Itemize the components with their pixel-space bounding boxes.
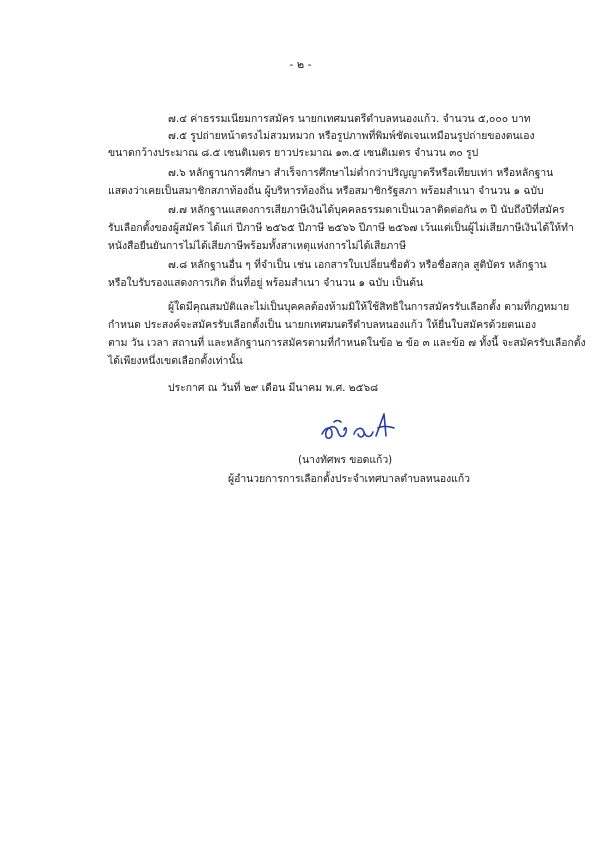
signature-mark <box>318 404 398 452</box>
item-7-8-line-1: ๗.๘ หลักฐานอื่น ๆ ที่จำเป็น เช่น เอกสารใบเปลี่ยนชื่อตัว หรือชื่อสกุล สูติบัตร หลักฐาน <box>168 259 547 271</box>
item-7-5-line-2: ขนาดกว้างประมาณ ๘.๕ เซนติเมตร ยาวประมาณ ๑๓.๕ เซนติเมตร จำนวน ๓๐ รูป <box>108 147 479 159</box>
item-7-8-line-2: หรือใบรับรองแสดงการเกิด ถิ่นที่อยู่ พร้อมสำเนา จำนวน ๑ ฉบับ เป็นต้น <box>108 277 424 289</box>
closing-line-2: กำหนด ประสงค์จะสมัครรับเลือกตั้งเป็น นายกเทศมนตรีตำบลหนองแก้ว ให้ยื่นใบสมัครด้วยตนเอง <box>108 319 537 331</box>
item-7-6-line-1: ๗.๖ หลักฐานการศึกษา สำเร็จการศึกษาไม่ต่ำกว่าปริญญาตรีหรือเทียบเท่า หรือหลักฐาน <box>168 167 554 179</box>
item-7-6-line-2: แสดงว่าเคยเป็นสมาชิกสภาท้องถิ่น ผู้บริหารท้องถิ่น หรือสมาชิกรัฐสภา พร้อมสำเนา จำนวน ๑ ฉบับ <box>108 185 544 197</box>
item-7-4-line-1: ๗.๔ ค่าธรรมเนียมการสมัคร นายกเทศมนตรีตำบลหนองแก้ว. จำนวน ๕,๐๐๐ บาท <box>168 113 531 125</box>
item-7-7-line-1: ๗.๗ หลักฐานแสดงการเสียภาษีเงินได้บุคคลธรรมดาเป็นเวลาติดต่อกัน ๓ ปี นับถึงปีที่สมัคร <box>168 204 565 216</box>
announcement-date: ประกาศ ณ วันที่ ๒๙ เดือน มีนาคม พ.ศ. ๒๕๖๘ <box>168 382 379 394</box>
closing-line-1: ผู้ใดมีคุณสมบัติและไม่เป็นบุคคลต้องห้ามมิให้ใช้สิทธิในการสมัครรับเลือกตั้ง ตามที่กฎหมาย <box>168 301 570 313</box>
signatory-title: ผู้อำนวยการการเลือกตั้งประจำเทศบาลตำบลหนองแก้ว <box>228 473 470 485</box>
item-7-7-line-3: หนังสือยืนยันการไม่ได้เสียภาษีพร้อมทั้งสาเหตุแห่งการไม่ได้เสียภาษี <box>108 240 406 252</box>
signatory-name: (นางทัศพร ขอดแก้ว) <box>298 454 393 466</box>
item-7-7-line-2: รับเลือกตั้งของผู้สมัคร ได้แก่ ปีภาษี ๒๕๖๕ ปีภาษี ๒๕๖๖ ปีภาษี ๒๕๖๗ เว้นแต่เป็นผู้ไม่เสียภาษีเงินได้ให้ทำ <box>108 222 574 234</box>
page-number: - ๒ - <box>289 58 312 71</box>
closing-line-3: ตาม วัน เวลา สถานที่ และหลักฐานการสมัครตามที่กำหนดในข้อ ๒ ข้อ ๓ และข้อ ๗ ทั้งนี้ จะสมัครรับเลือกตั้ง <box>108 337 586 349</box>
item-7-5-line-1: ๗.๕ รูปถ่ายหน้าตรงไม่สวมหมวก หรือรูปภาพที่พิมพ์ชัดเจนเหมือนรูปถ่ายของตนเอง <box>168 130 535 142</box>
closing-line-4: ได้เพียงหนึ่งเขตเลือกตั้งเท่านั้น <box>108 355 243 367</box>
